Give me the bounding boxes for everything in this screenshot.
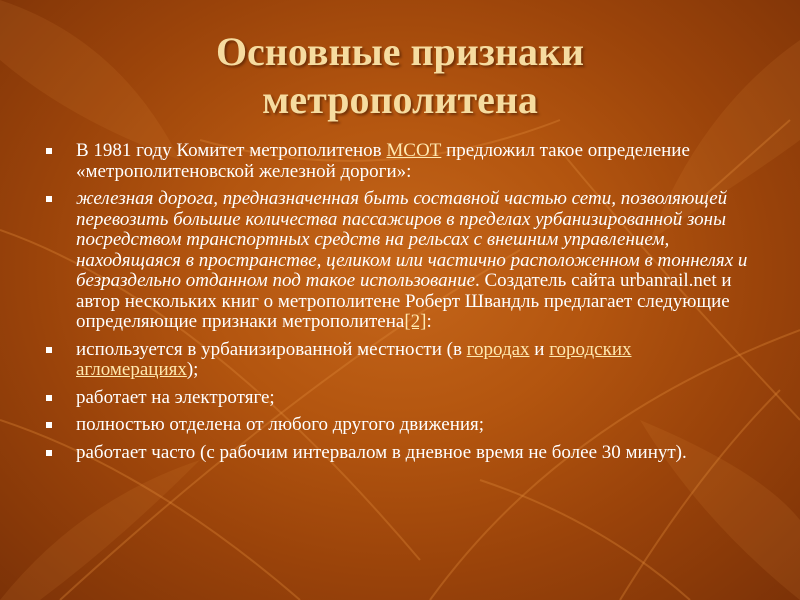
bullet-6-text: работает часто (с рабочим интервалом в дневное время не более 30 минут). xyxy=(76,441,687,463)
bullet-3-text-mid: и xyxy=(529,338,550,360)
bullet-marker-icon xyxy=(46,450,52,456)
bullet-list xyxy=(44,141,749,470)
reference-2-link[interactable]: [2] xyxy=(404,311,427,332)
bullet-item-5 xyxy=(44,415,749,436)
mcot-link[interactable]: МСОТ xyxy=(386,140,442,161)
bullet-2-text-post: : xyxy=(426,311,432,332)
slide-title-line-2: метрополитена xyxy=(262,77,538,122)
bullet-marker-icon xyxy=(46,196,52,202)
bullet-5-text: полностью отделена от любого другого движения; xyxy=(76,414,485,435)
bullet-2-text-normal: . Создатель сайта urbanrail.net и автор нескольких книг о метрополитене Роберт Швандль предлагает следующие определяющие признаки метрополитена xyxy=(76,270,732,332)
bullet-item-6 xyxy=(44,443,749,464)
bullet-item-1 xyxy=(44,141,749,182)
bullet-1-text-post: предложил такое определение «метрополитеновской железной дороги»: xyxy=(76,140,690,182)
slide-title xyxy=(0,28,800,124)
bullet-marker-icon xyxy=(46,395,52,401)
bullet-4-text: работает на электротяге; xyxy=(76,386,275,408)
bullet-3-text-pre: используется в урбанизированной местности (в xyxy=(76,338,467,360)
agglomerations-link[interactable]: городских агломерациях xyxy=(76,338,632,380)
bullet-marker-icon xyxy=(46,422,52,428)
cities-link[interactable]: городах xyxy=(466,338,530,360)
bullet-item-4 xyxy=(44,388,749,409)
bullet-3-text-post: ); xyxy=(186,359,199,380)
definition-quote: железная дорога, предназначенная быть составной частью сети, позволяющей перевозить большие количества пассажиров в пределах урбанизированной зоны посредством транспортных средств на рельсах с внешним управлением, находящаяся в пространстве, целиком или частично расположенном в тоннелях и безраздельно отданном под такое использование xyxy=(76,188,748,291)
slide-title-line-1: Основные признаки xyxy=(215,29,585,74)
bullet-marker-icon xyxy=(46,347,52,353)
bullet-item-3 xyxy=(44,340,749,381)
bullet-1-text-pre: В 1981 году Комитет метрополитенов xyxy=(76,140,387,161)
bullet-item-2 xyxy=(44,189,749,333)
bullet-marker-icon xyxy=(46,148,52,154)
